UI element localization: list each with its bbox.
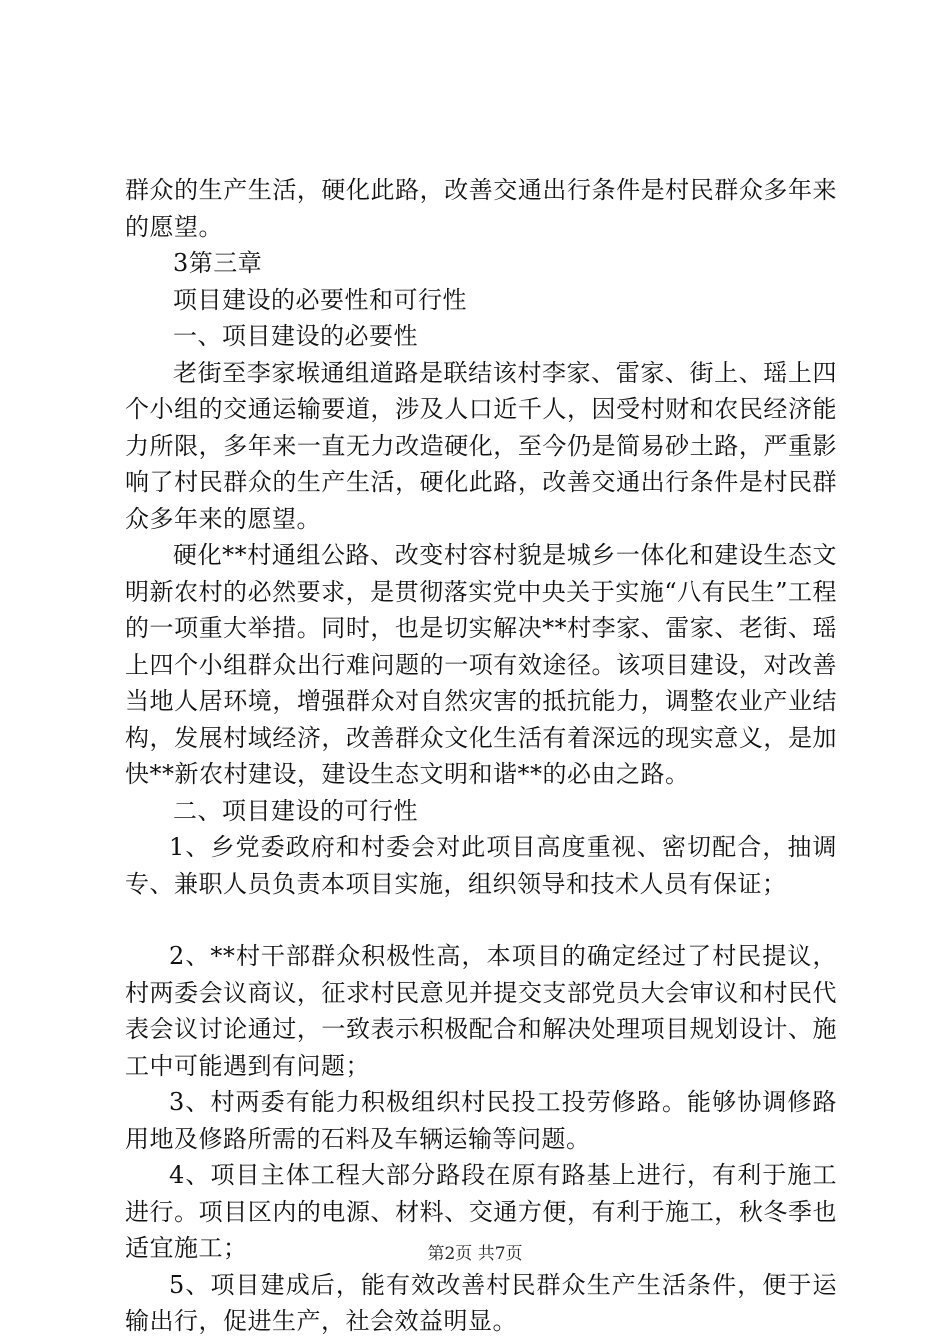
paragraph-necessity-2: 硬化**村通组公路、改变村容村貌是城乡一体化和建设生态文明新农村的必然要求，是贯彻落实党中央关于实施“八有民生”工程的一项重大举措。同时，也是切实解决**村李家、雷家、老街、瑶上四个小组群众出行难问题的一项有效途径。该项目建设，对改善当地人居环境，增强群众对自然灾害的抵抗能力，调整农业产业结构，发展村域经济，改善群众文化生活有着深远的现实意义，是加快**新农村建设，建设生态文明和谐**的必由之路。 [125,541,837,788]
page-number-label: 第2页 共7页 [427,1244,523,1264]
paragraph-necessity-1: 老街至李家堠通组道路是联结该村李家、雷家、街上、瑶上四个小组的交通运输要道，涉及人口近千人，因受村财和农民经济能力所限，多年来一直无力改造硬化，至今仍是简易砂土路，严重影响了村民群众的生产生活，硬化此路，改善交通出行条件是村民群众多年来的愿望。 [125,358,837,533]
section-heading-feasibility: 二、项目建设的可行性 [173,796,418,825]
paragraph-gap [125,902,837,938]
document-body [125,172,837,1340]
section-heading-necessity: 一、项目建设的必要性 [173,322,418,350]
paragraph-1: 群众的生产生活，硬化此路，改善交通出行条件是村民群众多年来的愿望。 [125,176,837,241]
chapter-title: 项目建设的必要性和可行性 [173,285,467,314]
feasibility-item-5: 5、项目建成后，能有效改善村民群众生产生活条件，便于运输出行，促进生产，社会效益明显。 [125,1270,837,1335]
feasibility-item-2: 2、**村干部群众积极性高，本项目的确定经过了村民提议，村两委会议商议，征求村民意见并提交支部党员大会审议和村民代表会议讨论通过，一致表示积极配合和解决处理项目规划设计、施工中可能遇到有问题； [125,942,837,1080]
feasibility-item-1: 1、乡党委政府和村委会对此项目高度重视、密切配合，抽调专、兼职人员负责本项目实施，组织领导和技术人员有保证； [125,833,837,898]
chapter-heading: 3第三章 [173,249,263,277]
page-footer [0,1243,950,1265]
feasibility-item-4: 4、项目主体工程大部分路段在原有路基上进行，有利于施工进行。项目区内的电源、材料、交通方便，有利于施工，秋冬季也适宜施工； [125,1161,837,1262]
feasibility-item-3: 3、村两委有能力积极组织村民投工投劳修路。能够协调修路用地及修路所需的石料及车辆运输等问题。 [125,1088,837,1153]
